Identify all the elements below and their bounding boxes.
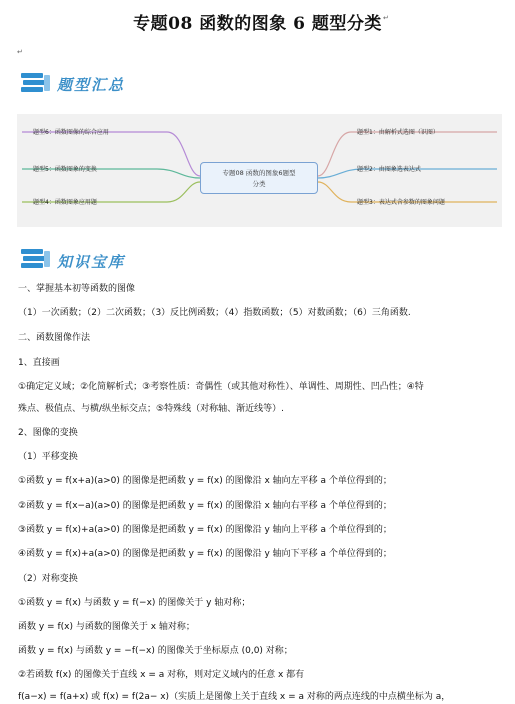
mindmap-node-left: 题型5：函数图象的变换	[33, 166, 97, 173]
body-line: （1）平移变换	[18, 452, 78, 462]
mindmap-node-left: 题型6：函数图像的综合应用	[33, 129, 109, 136]
paragraph-mark: ↵	[17, 48, 23, 56]
mindmap-center-line: 分类	[252, 180, 266, 188]
book-stack-icon	[20, 72, 52, 94]
body-line: ③函数 y = f(x)+a(a>0) 的图像是把函数 y = f(x) 的图像沿 y 轴向上平移 a 个单位得到的；	[18, 525, 392, 535]
body-line: 一、掌握基本初等函数的图像	[18, 284, 136, 294]
body-line: f(a−x) = f(a+x) 或 f(x) = f(2a− x)（实质上是图像上关于直线 x = a 对称的两点连线的中点横坐标为 a，	[18, 692, 451, 702]
paragraph-mark: ↵	[383, 14, 389, 22]
body-line: （1）一次函数；（2）二次函数；（3）反比例函数；（4）指数函数；（5）对数函数；（6）三角函数.	[18, 308, 411, 318]
body-line: ④函数 y = f(x)+a(a>0) 的图像是把函数 y = f(x) 的图像沿 y 轴向下平移 a 个单位得到的；	[18, 549, 392, 559]
mindmap-diagram	[17, 114, 502, 227]
body-line: 殊点、极值点、与横/纵坐标交点；⑤特殊线（对称轴、渐近线等）.	[18, 404, 284, 414]
mindmap-node-right: 题型1：由解析式选图（识图）	[357, 129, 439, 136]
mindmap-node-left: 题型4：函数图象应用题	[33, 199, 97, 206]
body-line: 函数 y = f(x) 与函数的图像关于 x 轴对称；	[18, 622, 195, 632]
body-line: 二、函数图像作法	[18, 333, 91, 343]
body-line: ②函数 y = f(x−a)(a>0) 的图像是把函数 y = f(x) 的图像沿 x 轴向右平移 a 个单位得到的；	[18, 501, 392, 511]
body-line: （2）对称变换	[18, 574, 78, 584]
section-label-summary: 题型汇总	[57, 76, 126, 94]
body-line: 函数 y = f(x) 与函数 y = −f(−x) 的图像关于坐标原点 (0,0) 对称；	[18, 646, 293, 656]
body-line: ①函数 y = f(x+a)(a>0) 的图像是把函数 y = f(x) 的图像沿 x 轴向左平移 a 个单位得到的；	[18, 476, 392, 486]
mindmap-center-node	[200, 162, 318, 194]
body-line: 2、图像的变换	[18, 428, 78, 438]
body-line: 1、直接画	[18, 358, 60, 368]
mindmap-node-right: 题型2：由图象选表达式	[357, 166, 421, 173]
mindmap-node-right: 题型3：表达式含参数的图象问题	[357, 199, 445, 206]
body-line: ①函数 y = f(x) 与函数 y = f(−x) 的图像关于 y 轴对称；	[18, 598, 251, 608]
page-title: 专题08 函数的图象 6 题型分类	[133, 14, 382, 34]
section-label-knowledge: 知识宝库	[57, 253, 126, 271]
book-stack-icon	[20, 248, 52, 270]
body-line: ①确定定义域；②化简解析式；③考察性质：奇偶性（或其他对称性）、单调性、周期性、凹凸性；④特	[18, 382, 424, 392]
mindmap-center-line: 专题08 函数的图象6题型	[222, 169, 296, 177]
body-line: ②若函数 f(x) 的图像关于直线 x = a 对称，则对定义域内的任意 x 都有	[18, 670, 305, 680]
